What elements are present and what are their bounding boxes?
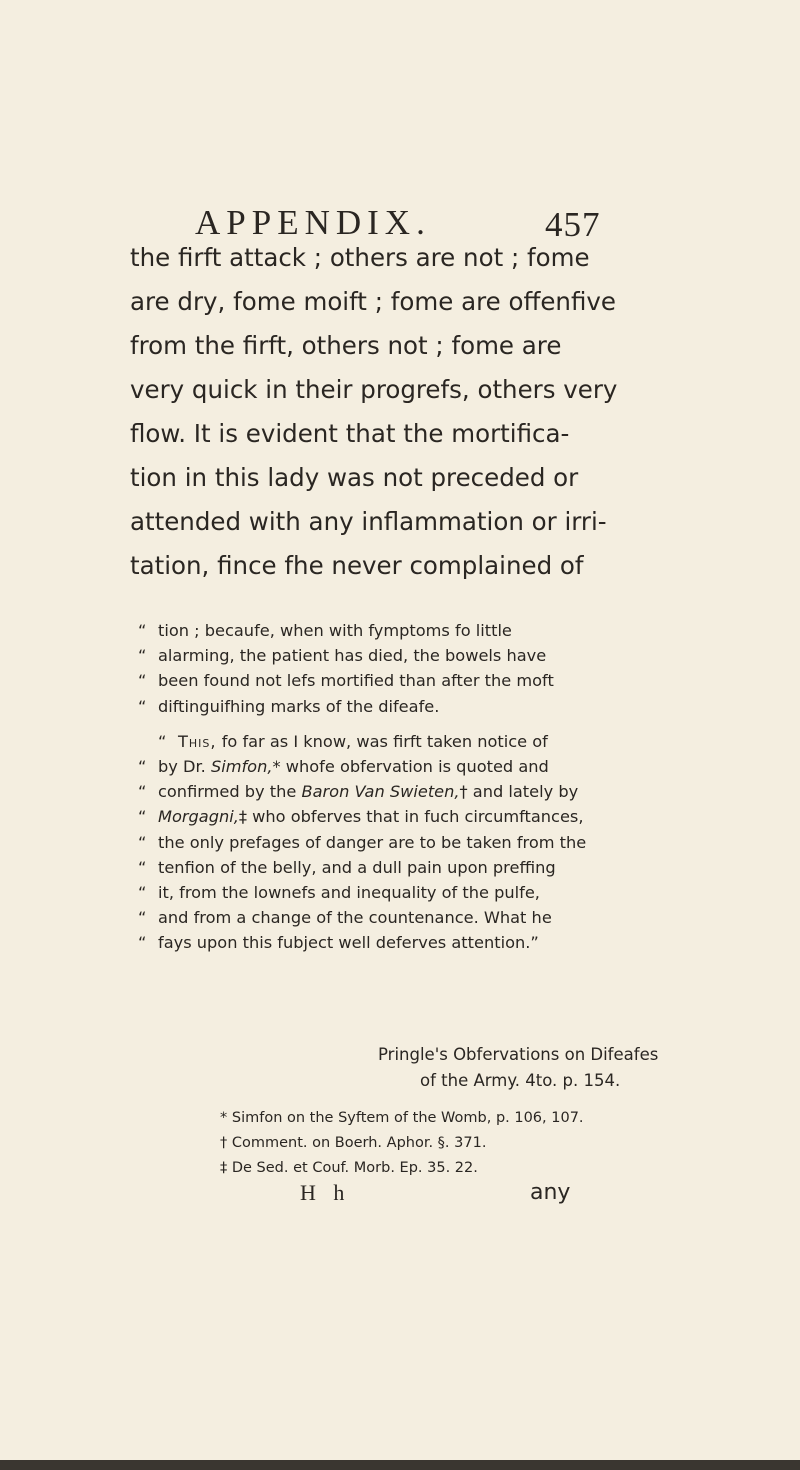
quote-mark: “ xyxy=(138,832,147,852)
running-head-title: APPENDIX. xyxy=(195,203,431,242)
quote-line: “ This, fo far as I know, was firft taken notice of xyxy=(138,729,628,754)
quote-line: “ tion ; becaufe, when with fymptoms fo little xyxy=(138,618,628,643)
quote-mark: “ xyxy=(138,621,147,640)
page-edge-divider xyxy=(0,1460,800,1470)
quote-line: “ Morgagni,‡ who obferves that in fuch circumftances, xyxy=(138,804,628,829)
quoted-passage xyxy=(138,618,628,956)
quote-mark: “ xyxy=(138,757,147,777)
body-line: the firft attack ; others are not ; fome xyxy=(130,243,590,272)
quote-mark: “ xyxy=(138,671,147,691)
quote-line: “ and from a change of the countenance. What he xyxy=(138,905,628,930)
footnote: † Comment. on Boerh. Aphor. §. 371. xyxy=(220,1135,487,1151)
quote-line: “ been found not lefs mortified than after the moft xyxy=(138,668,628,693)
quote-line: “ by Dr. Simfon,* whofe obfervation is quoted and xyxy=(138,754,628,779)
signature-mark: H h xyxy=(300,1180,351,1205)
page-number: 457 xyxy=(545,205,601,244)
body-line: flow. It is evident that the mortifica- xyxy=(130,419,570,448)
quote-line: “ it, from the lownefs and inequality of the pulfe, xyxy=(138,880,628,905)
body-line: tion in this lady was not preceded or xyxy=(130,463,579,492)
quote-mark: “ xyxy=(138,646,147,666)
body-line: attended with any inflammation or irri- xyxy=(130,507,607,536)
quote-line: “ diftinguifhing marks of the difeafe. xyxy=(138,694,628,719)
quote-line: “ the only prefages of danger are to be taken from the xyxy=(138,830,628,855)
quote-mark: “ xyxy=(138,696,147,716)
body-line: very quick in their progrefs, others very xyxy=(130,375,618,404)
attribution-line: of the Army. 4to. p. 154. xyxy=(420,1071,621,1090)
footnotes xyxy=(220,1106,584,1181)
body-line: are dry, fome moift ; fome are offenfive xyxy=(130,287,616,316)
attribution xyxy=(378,1042,658,1094)
body-line: from the firft, others not ; fome are xyxy=(130,331,562,360)
footnote: ‡ De Sed. et Couf. Morb. Ep. 35. 22. xyxy=(220,1160,478,1176)
quote-mark: “ xyxy=(158,731,167,751)
quote-mark: “ xyxy=(138,883,147,903)
footnote: * Simfon on the Syftem of the Womb, p. 106, 107. xyxy=(220,1110,584,1126)
quote-line: “ confirmed by the Baron Van Swieten,† and lately by xyxy=(138,779,628,804)
quote-line: “ alarming, the patient has died, the bowels have xyxy=(138,643,628,668)
attribution-line: Pringle's Obfervations on Difeafes xyxy=(378,1045,659,1064)
quote-mark: “ xyxy=(138,782,147,802)
body-text xyxy=(130,236,640,588)
quote-mark: “ xyxy=(138,908,147,928)
quote-mark: “ xyxy=(138,807,147,827)
quote-mark: “ xyxy=(138,857,147,877)
catchword: any xyxy=(530,1180,571,1205)
quote-line: “ tenfion of the belly, and a dull pain upon preffing xyxy=(138,855,628,880)
quote-line: “ fays upon this fubject well deferves attention.” xyxy=(138,930,628,955)
body-line: tation, fince fhe never complained of xyxy=(130,551,584,580)
quote-mark: “ xyxy=(138,933,147,953)
